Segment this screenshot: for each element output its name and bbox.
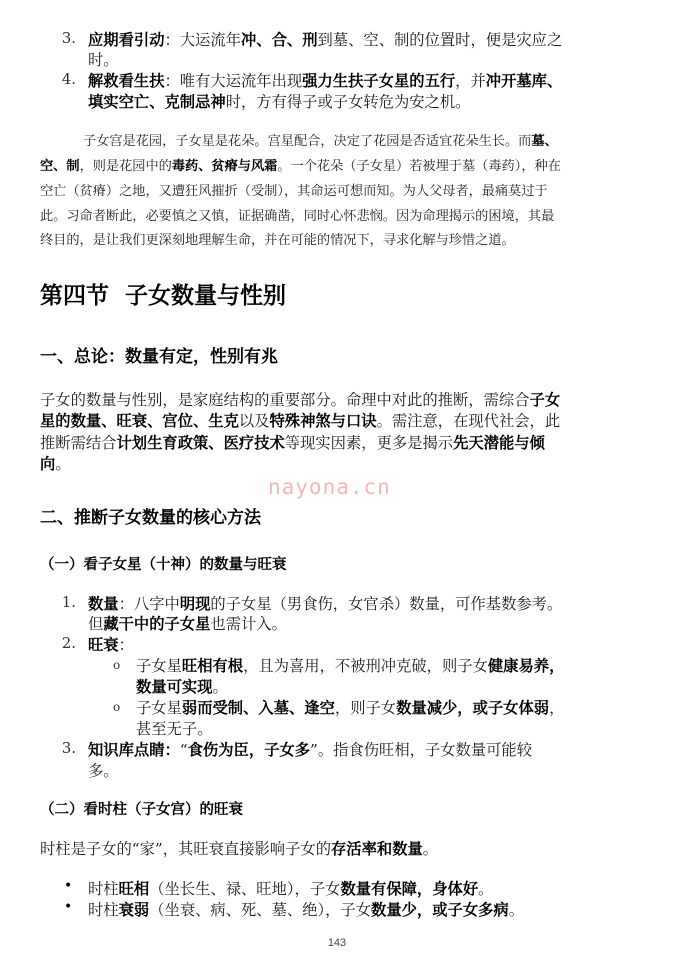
text-run: ：八字中	[118, 595, 180, 613]
text-run: ：唯有大运流年出现	[164, 72, 303, 90]
list-item-text	[88, 739, 532, 761]
text-run: 。一个花朵（子女星）若被埋于墓（毒药），种在	[277, 159, 561, 174]
heading-core-methods: 二、推断子女数量的核心方法	[40, 508, 261, 528]
text-run: ”。指食伤旺相，子女数量可能较	[310, 741, 532, 759]
list-item-text	[88, 91, 470, 113]
bold-text: 藏干中的子女星	[103, 615, 211, 633]
summary-line	[40, 229, 515, 253]
list-number: 2.	[61, 634, 76, 652]
bullet-item-text	[88, 878, 493, 900]
bold-text: 知识库点睛：	[88, 741, 180, 759]
text-run: 子女的数量与性别，是家庭结构的重要部分。命理中对此的推断，需综合	[40, 391, 530, 409]
intro-line	[40, 410, 560, 432]
subheading-hour-pillar: （二）看时柱（子女宫）的旺衰	[40, 802, 243, 818]
page-number: 143	[327, 937, 347, 949]
bold-text: 子女	[529, 391, 561, 409]
list-number: 4.	[61, 70, 76, 88]
text-run: 。	[508, 901, 525, 919]
text-run: 子女星	[136, 657, 182, 675]
bold-text: 先天潜能与倾	[453, 434, 545, 452]
hour-pillar-text	[40, 838, 438, 860]
list-item-text	[88, 593, 562, 615]
summary-line	[40, 180, 548, 204]
bold-text: 冲开墓库、	[485, 72, 563, 90]
bold-text: 弱而受制、入墓、逢空	[181, 699, 335, 717]
text-run: 终目的，是让我们更深刻地理解生命，并在可能的情况下，寻求化解与珍惜之道。	[40, 233, 515, 248]
text-run: 时柱是子女的“家”，其旺衰直接影响子女的	[40, 840, 331, 858]
bold-text: 解救看生扶	[88, 72, 165, 90]
bold-text: 墓、	[531, 134, 558, 149]
text-run: ，	[549, 699, 565, 717]
text-run: 甚至无子。	[136, 720, 213, 738]
bold-text: 衰弱	[118, 901, 150, 919]
bold-text: 旺相	[118, 880, 150, 898]
text-run: 。	[212, 678, 228, 696]
intro-line	[40, 453, 71, 475]
intro-line	[40, 389, 560, 411]
text-run: 以及	[238, 412, 270, 430]
bold-text: 存活率和数量	[331, 840, 423, 858]
text-run: 的子女星（男食伤，女官杀）数量，可作基数参考。	[210, 595, 563, 613]
text-run: “	[179, 741, 188, 759]
text-run: 。	[478, 880, 494, 898]
text-run: ，并	[455, 72, 486, 90]
text-run: 子女星	[136, 699, 182, 717]
text-run: （坐长生、禄、旺地），子女	[149, 880, 341, 898]
bold-text: 星的数量、旺衰、宫位、生克	[40, 412, 239, 430]
bold-text: 特殊神煞与口诀	[269, 412, 377, 430]
text-run: 推断需结合	[40, 434, 117, 452]
bold-text: 旺衰	[88, 636, 119, 654]
bold-text: 向	[40, 455, 56, 473]
text-run: 时。	[88, 51, 119, 69]
intro-line	[40, 432, 545, 454]
bold-text: 计划生育政策、医疗技术	[116, 434, 285, 452]
heading-overview: 一、总论：数量有定，性别有兆	[40, 347, 278, 367]
subheading-ten-gods: （一）看子女星（十神）的数量与旺衰	[40, 557, 287, 573]
bold-text: 数量	[88, 595, 119, 613]
text-run: 时柱	[88, 880, 119, 898]
text-run: 时，方有得子或子女转危为安之机。	[225, 93, 471, 111]
list-item-text	[88, 613, 287, 635]
summary-line	[83, 130, 558, 154]
text-run: 时柱	[88, 901, 119, 919]
sub-list-item-text	[136, 676, 228, 698]
text-run: 但	[88, 615, 104, 633]
watermark: nayona.cn	[268, 475, 391, 499]
text-run: 到墓、空、制的位置时，便是灾应之	[317, 31, 563, 49]
list-item-text	[88, 634, 134, 656]
list-item-text	[88, 49, 119, 71]
text-run: 。需注意，在现代社会，此	[376, 412, 561, 430]
sub-bullet-marker: o	[113, 658, 121, 672]
bold-text: 强力生扶子女星的五行	[302, 72, 456, 90]
bullet-marker: •	[64, 899, 73, 915]
bold-text: 填实空亡、克制忌神	[88, 93, 226, 111]
sub-list-item-text	[136, 655, 564, 677]
bold-text: 食伤为臣，子女多	[187, 741, 311, 759]
bold-text: 数量减少，或子女体弱	[396, 699, 550, 717]
list-number: 1.	[61, 593, 76, 611]
sub-bullet-marker: o	[113, 700, 121, 714]
sub-list-item-text	[136, 718, 213, 740]
bold-text: 数量有保障，身体好	[340, 880, 479, 898]
section-title: 第四节 子女数量与性别	[40, 283, 287, 309]
list-item-text	[88, 760, 119, 782]
text-run: ，且为喜用，不被刑冲克破，则子女	[243, 657, 488, 675]
text-run: ，则子女	[334, 699, 397, 717]
bold-text: 健康易养，	[487, 657, 565, 675]
bullet-marker: •	[64, 878, 73, 894]
text-run: 等现实因素，更多是揭示	[284, 434, 454, 452]
text-run: 此。习命者断此，必要慎之又慎，证据确凿，同时心怀悲悯。因为命理揭示的困境，其最	[40, 209, 555, 224]
list-item-text	[88, 29, 562, 51]
bold-text: 冲、合、刑	[241, 31, 318, 49]
text-run: 也需计入。	[210, 615, 287, 633]
bold-text: 数量可实现	[136, 678, 213, 696]
list-item-text	[88, 70, 562, 92]
bold-text: 空、制	[40, 159, 80, 174]
text-run: 子女宫是花园，子女星是花朵。宫星配合，决定了花园是否适宜花朵生长。而	[83, 134, 532, 149]
bold-text: 毒药、贫瘠与风霜	[171, 159, 278, 174]
list-number: 3.	[61, 739, 76, 757]
text-run: 多。	[88, 762, 119, 780]
text-run: ：大运流年	[164, 31, 241, 49]
bold-text: 数量少，或子女多病	[371, 901, 509, 919]
summary-line	[40, 155, 561, 179]
bold-text: 明现	[179, 595, 211, 613]
text-run: 。	[55, 455, 71, 473]
bold-text: 应期看引动	[88, 31, 165, 49]
text-run: ，则是花园中的	[79, 159, 172, 174]
bullet-item-text	[88, 899, 524, 921]
summary-line	[40, 205, 554, 229]
bold-text: 旺相有根	[181, 657, 244, 675]
text-run: （坐衰、病、死、墓、绝），子女	[149, 901, 372, 919]
text-run: ：	[118, 636, 134, 654]
text-run: 空亡（贫瘠）之地，又遭狂风摧折（受制），其命运可想而知。为人父母者，最痛莫过于	[40, 184, 548, 199]
text-run: 。	[422, 840, 439, 858]
list-number: 3.	[61, 29, 76, 47]
sub-list-item-text	[136, 697, 564, 719]
